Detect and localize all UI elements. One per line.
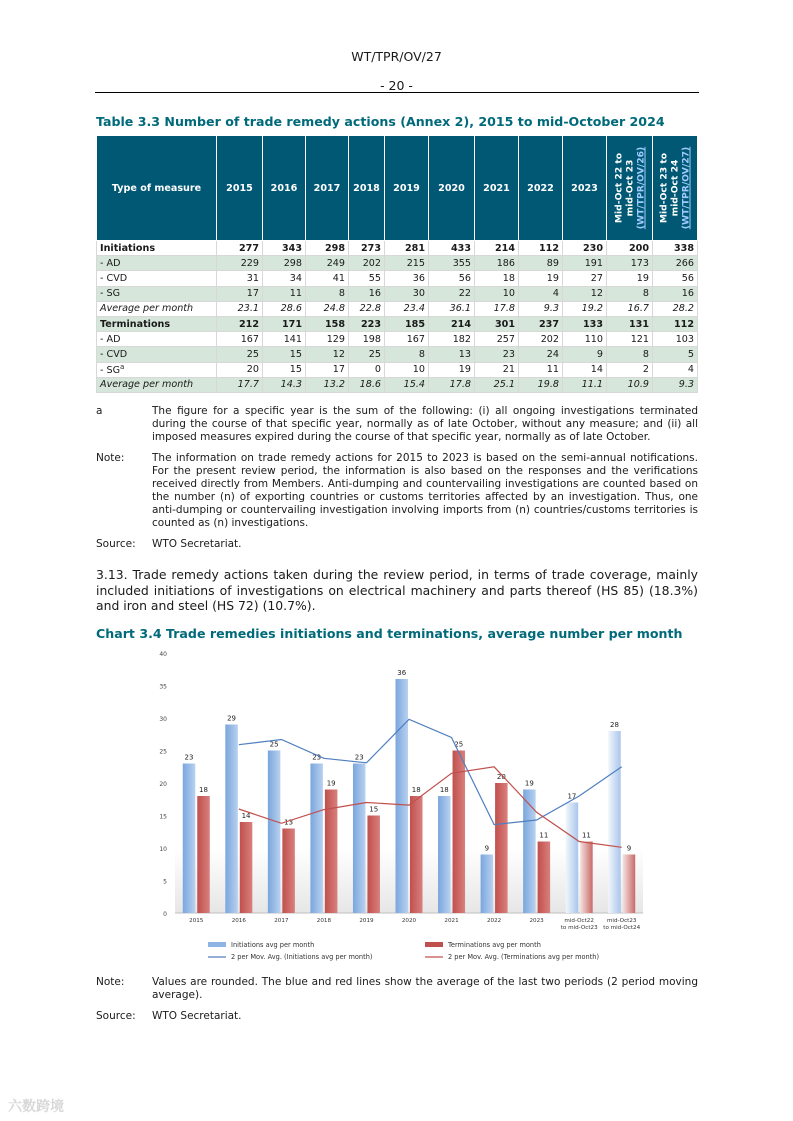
cell-value: 15 xyxy=(263,347,306,362)
cell-value: 22 xyxy=(429,286,475,301)
cell-value: 301 xyxy=(475,316,519,331)
cell-value: 198 xyxy=(349,332,385,347)
data-label: 18 xyxy=(199,786,208,794)
cell-value: 343 xyxy=(263,241,306,256)
cell-value: 19 xyxy=(429,362,475,377)
cell-value: 257 xyxy=(475,332,519,347)
cell-value: 131 xyxy=(607,316,653,331)
x-tick-label: 2022 xyxy=(486,918,502,924)
y-tick-label: 25 xyxy=(159,748,167,756)
table-row xyxy=(97,301,698,316)
y-tick-label: 20 xyxy=(159,781,167,788)
cell-value: 16 xyxy=(653,286,698,301)
cell-value: 11 xyxy=(519,362,563,377)
data-label: 9 xyxy=(484,844,490,853)
page-number: - 20 - xyxy=(380,78,413,93)
bar-terminations xyxy=(410,796,423,913)
header-type-of-measure: Type of measure xyxy=(97,136,217,241)
bar-initiations xyxy=(608,731,621,913)
data-label: 23 xyxy=(354,753,364,762)
cell-value: 18 xyxy=(475,271,519,286)
cell-value: 19 xyxy=(519,271,563,286)
cell-value: 8 xyxy=(385,347,429,362)
cell-value: 30 xyxy=(385,286,429,301)
cell-value: 10 xyxy=(385,362,429,377)
row-label: - SG xyxy=(97,286,217,301)
cell-value: 103 xyxy=(653,332,698,347)
cell-value: 191 xyxy=(563,256,607,271)
y-tick-label: 40 xyxy=(159,651,167,658)
bar-initiations xyxy=(438,796,451,913)
legend-entry: 2 per Mov. Avg. (Initiations avg per month) xyxy=(231,953,373,961)
x-tick-label: 2020 xyxy=(401,918,417,924)
trade-remedy-table xyxy=(96,135,698,393)
bar-terminations xyxy=(367,816,380,914)
cell-value: 17 xyxy=(306,362,349,377)
table-row xyxy=(97,332,698,347)
cell-value: 15 xyxy=(263,362,306,377)
cell-value: 173 xyxy=(607,256,653,271)
table-row xyxy=(97,286,698,301)
source-key: Source: xyxy=(96,538,136,550)
header-label-line: Mid-Oct 22 to xyxy=(613,152,624,224)
cell-value: 9.3 xyxy=(653,377,698,392)
cell-value: 17.7 xyxy=(217,377,263,392)
header-year: 2018 xyxy=(349,136,385,241)
cell-value: 355 xyxy=(429,256,475,271)
x-tick-label: mid-Oct23 xyxy=(606,918,637,924)
row-label: Average per month xyxy=(97,377,217,392)
y-tick-label: 35 xyxy=(159,683,167,691)
cell-value: 14 xyxy=(563,362,607,377)
row-label: Initiations xyxy=(97,241,217,256)
x-tick-label: 2018 xyxy=(316,918,332,924)
cell-value: 8 xyxy=(607,286,653,301)
cell-value: 16 xyxy=(349,286,385,301)
source-text: WTO Secretariat. xyxy=(152,538,242,550)
cell-value: 202 xyxy=(349,256,385,271)
header-review-period-2023 xyxy=(607,136,653,241)
cell-value: 121 xyxy=(607,332,653,347)
row-label: - AD xyxy=(97,256,217,271)
source-key: Source: xyxy=(96,1010,136,1022)
cell-value: 158 xyxy=(306,316,349,331)
legend-swatch xyxy=(425,942,443,947)
bar-terminations xyxy=(538,842,551,914)
cell-value: 0 xyxy=(349,362,385,377)
note-text: Values are rounded. The blue and red lines show the average of the last two periods (2 period moving average). xyxy=(152,976,698,1001)
row-label: Average per month xyxy=(97,301,217,316)
cell-value: 5 xyxy=(653,347,698,362)
row-label: Terminations xyxy=(97,316,217,331)
cell-value: 13 xyxy=(429,347,475,362)
cell-value: 36.1 xyxy=(429,301,475,316)
legend-entry: Terminations avg per month xyxy=(448,941,541,949)
bar-terminations xyxy=(197,796,210,913)
data-label: 13 xyxy=(284,818,294,827)
cell-value: 25.1 xyxy=(475,377,519,392)
cell-value: 24.8 xyxy=(306,301,349,316)
x-tick-label: 2017 xyxy=(274,918,289,924)
data-label: 17 xyxy=(567,792,577,801)
note-text: The information on trade remedy actions for 2015 to 2023 is based on the semi-annual notifications. For the present review period, the information is also based on the responses and the verifications received directly from Members. Anti-dumping and countervailing investigations are counted based on the number (n) of exporting countries or customs territories affected by an investigation. Thus, one anti-dumping or countervailing investigation involving imports from (n) countries/customs territories is counted as (n) investigations. xyxy=(152,452,698,529)
cell-value: 141 xyxy=(263,332,306,347)
row-label xyxy=(97,362,217,377)
cell-value: 281 xyxy=(385,241,429,256)
cell-value: 186 xyxy=(475,256,519,271)
cell-value: 12 xyxy=(563,286,607,301)
cell-value: 112 xyxy=(653,316,698,331)
footnote-key: a xyxy=(96,405,103,417)
cell-value: 9.3 xyxy=(519,301,563,316)
cell-value: 215 xyxy=(385,256,429,271)
cell-value: 338 xyxy=(653,241,698,256)
data-label: 15 xyxy=(369,805,379,814)
cell-value: 237 xyxy=(519,316,563,331)
bar-initiations xyxy=(396,679,409,913)
document-id: WT/TPR/OV/27 xyxy=(351,49,442,64)
cell-value: 23.4 xyxy=(385,301,429,316)
cell-value: 167 xyxy=(385,332,429,347)
cell-value: 214 xyxy=(429,316,475,331)
cell-value: 56 xyxy=(653,271,698,286)
y-tick-label: 10 xyxy=(159,846,167,853)
link-wt-tpr-ov-26[interactable]: (WT/TPR/OV/26) xyxy=(635,146,646,230)
cell-value: 298 xyxy=(306,241,349,256)
bar-terminations xyxy=(623,855,636,914)
table-row xyxy=(97,256,698,271)
cell-value: 129 xyxy=(306,332,349,347)
cell-value: 36 xyxy=(385,271,429,286)
x-tick-label: 2019 xyxy=(359,918,374,924)
moving-average-line xyxy=(239,719,622,824)
header-year: 2023 xyxy=(563,136,607,241)
data-label: 11 xyxy=(581,831,591,840)
legend-entry: 2 per Mov. Avg. (Terminations avg per month) xyxy=(448,953,600,961)
cell-value: 23.1 xyxy=(217,301,263,316)
cell-value: 214 xyxy=(475,241,519,256)
cell-value: 56 xyxy=(429,271,475,286)
cell-value: 20 xyxy=(217,362,263,377)
cell-value: 19 xyxy=(607,271,653,286)
cell-value: 28.2 xyxy=(653,301,698,316)
footnote-text: The figure for a specific year is the sum of the following: (i) all ongoing investigations terminated during the course of that specific year, normally as of late October, without any measure; and (ii) all imposed measures expired during the course of that specific year, normally as of late October. xyxy=(152,405,698,443)
cell-value: 167 xyxy=(217,332,263,347)
table-row xyxy=(97,347,698,362)
header-review-period-2024 xyxy=(653,136,698,241)
header-year: 2016 xyxy=(263,136,306,241)
cell-value: 14.3 xyxy=(263,377,306,392)
cell-value: 8 xyxy=(306,286,349,301)
cell-value: 200 xyxy=(607,241,653,256)
cell-value: 23 xyxy=(475,347,519,362)
watermark-logo: 六数跨境 xyxy=(8,1099,64,1115)
cell-value: 41 xyxy=(306,271,349,286)
cell-value: 15.4 xyxy=(385,377,429,392)
cell-value: 9 xyxy=(563,347,607,362)
x-tick-label: 2015 xyxy=(189,918,204,924)
cell-value: 202 xyxy=(519,332,563,347)
table-row xyxy=(97,271,698,286)
header-label-line: mid-Oct 23 xyxy=(624,159,635,217)
cell-value: 24 xyxy=(519,347,563,362)
cell-value: 19.8 xyxy=(519,377,563,392)
data-label: 14 xyxy=(241,812,251,820)
cell-value: 55 xyxy=(349,271,385,286)
header-year: 2019 xyxy=(385,136,429,241)
footnote-marker: a xyxy=(120,363,125,371)
data-label: 18 xyxy=(439,786,449,794)
table-title: Table 3.3 Number of trade remedy actions (Annex 2), 2015 to mid-October 2024 xyxy=(96,114,665,129)
cell-value: 266 xyxy=(653,256,698,271)
cell-value: 11 xyxy=(263,286,306,301)
cell-value: 25 xyxy=(217,347,263,362)
cell-value: 16.7 xyxy=(607,301,653,316)
data-label: 18 xyxy=(411,786,421,794)
cell-value: 13.2 xyxy=(306,377,349,392)
cell-value: 17.8 xyxy=(475,301,519,316)
bar-terminations xyxy=(580,842,593,914)
y-tick-label: 0 xyxy=(163,911,167,918)
cell-value: 298 xyxy=(263,256,306,271)
header-rule xyxy=(95,92,699,93)
x-tick-label: 2016 xyxy=(231,918,246,924)
header-year: 2020 xyxy=(429,136,475,241)
header-year: 2015 xyxy=(217,136,263,241)
table-row xyxy=(97,362,698,377)
data-label: 25 xyxy=(454,740,464,749)
cell-value: 223 xyxy=(349,316,385,331)
cell-value: 249 xyxy=(306,256,349,271)
moving-average-line xyxy=(239,767,622,848)
table-row xyxy=(97,316,698,331)
cell-value: 28.6 xyxy=(263,301,306,316)
header-label-line: mid-Oct 24 xyxy=(669,159,681,217)
x-tick-label: mid-Oct22 xyxy=(564,918,594,924)
header-year: 2017 xyxy=(306,136,349,241)
cell-value: 10.9 xyxy=(607,377,653,392)
bar-terminations xyxy=(240,822,253,913)
cell-value: 110 xyxy=(563,332,607,347)
data-label: 23 xyxy=(184,753,194,762)
cell-value: 21 xyxy=(475,362,519,377)
source-text: WTO Secretariat. xyxy=(152,1010,242,1022)
table-header-row xyxy=(97,136,698,241)
header-label-line: Mid-Oct 23 to xyxy=(658,152,670,224)
x-tick-label: to mid-Oct24 xyxy=(603,925,641,931)
bar-initiations xyxy=(310,764,323,914)
cell-value: 171 xyxy=(263,316,306,331)
bar-terminations xyxy=(453,751,466,914)
chart-title: Chart 3.4 Trade remedies initiations and terminations, average number per month xyxy=(96,626,683,641)
paragraph-3-13: 3.13. Trade remedy actions taken during the review period, in terms of trade coverage, mainly included initiations of investigations on electrical machinery and parts thereof (HS 85) (18.3%) and iron and steel (HS 72) (10.7%). xyxy=(96,567,698,613)
note-key: Note: xyxy=(96,976,125,988)
cell-value: 4 xyxy=(653,362,698,377)
row-label: - CVD xyxy=(97,271,217,286)
data-label: 28 xyxy=(610,721,619,729)
row-label-text: - SG xyxy=(100,365,121,377)
cell-value: 212 xyxy=(217,316,263,331)
data-label: 20 xyxy=(496,773,506,781)
cell-value: 12 xyxy=(306,347,349,362)
cell-value: 18.6 xyxy=(349,377,385,392)
cell-value: 17 xyxy=(217,286,263,301)
bar-initiations xyxy=(225,725,238,914)
cell-value: 34 xyxy=(263,271,306,286)
y-tick-label: 5 xyxy=(163,878,167,886)
bar-initiations xyxy=(183,764,196,914)
cell-value: 17.8 xyxy=(429,377,475,392)
cell-value: 31 xyxy=(217,271,263,286)
header-year: 2021 xyxy=(475,136,519,241)
legend-swatch xyxy=(208,942,226,947)
cell-value: 10 xyxy=(475,286,519,301)
bar-initiations xyxy=(353,764,366,914)
bar-terminations xyxy=(282,829,295,914)
cell-value: 273 xyxy=(349,241,385,256)
bar-initiations xyxy=(523,790,536,914)
data-label: 25 xyxy=(269,740,279,749)
x-tick-label: 2023 xyxy=(529,918,544,924)
y-tick-label: 15 xyxy=(159,813,167,821)
data-label: 11 xyxy=(539,831,549,840)
cell-value: 89 xyxy=(519,256,563,271)
note-key: Note: xyxy=(96,452,125,464)
cell-value: 277 xyxy=(217,241,263,256)
cell-value: 27 xyxy=(563,271,607,286)
cell-value: 19.2 xyxy=(563,301,607,316)
data-label: 9 xyxy=(626,844,632,853)
cell-value: 185 xyxy=(385,316,429,331)
cell-value: 230 xyxy=(563,241,607,256)
cell-value: 2 xyxy=(607,362,653,377)
row-label: - AD xyxy=(97,332,217,347)
cell-value: 22.8 xyxy=(349,301,385,316)
bar-terminations xyxy=(495,783,508,913)
row-label: - CVD xyxy=(97,347,217,362)
legend-entry: Initiations avg per month xyxy=(231,941,315,949)
data-label: 19 xyxy=(524,779,534,788)
cell-value: 25 xyxy=(349,347,385,362)
table-row xyxy=(97,377,698,392)
table-row xyxy=(97,241,698,256)
bar-initiations xyxy=(268,751,281,914)
data-label: 29 xyxy=(227,714,237,723)
cell-value: 229 xyxy=(217,256,263,271)
header-year: 2022 xyxy=(519,136,563,241)
cell-value: 11.1 xyxy=(563,377,607,392)
y-tick-label: 30 xyxy=(159,716,167,723)
cell-value: 8 xyxy=(607,347,653,362)
data-label: 36 xyxy=(397,669,407,677)
cell-value: 4 xyxy=(519,286,563,301)
cell-value: 182 xyxy=(429,332,475,347)
cell-value: 112 xyxy=(519,241,563,256)
data-label: 19 xyxy=(326,779,336,788)
x-tick-label: to mid-Oct23 xyxy=(560,925,598,931)
link-wt-tpr-ov-27[interactable]: (WT/TPR/OV/27) xyxy=(680,146,692,230)
data-label: 23 xyxy=(312,753,322,762)
trade-remedies-chart xyxy=(0,645,793,965)
cell-value: 133 xyxy=(563,316,607,331)
x-tick-label: 2021 xyxy=(444,918,459,924)
bar-initiations xyxy=(481,855,494,914)
cell-value: 433 xyxy=(429,241,475,256)
bar-initiations xyxy=(566,803,579,914)
